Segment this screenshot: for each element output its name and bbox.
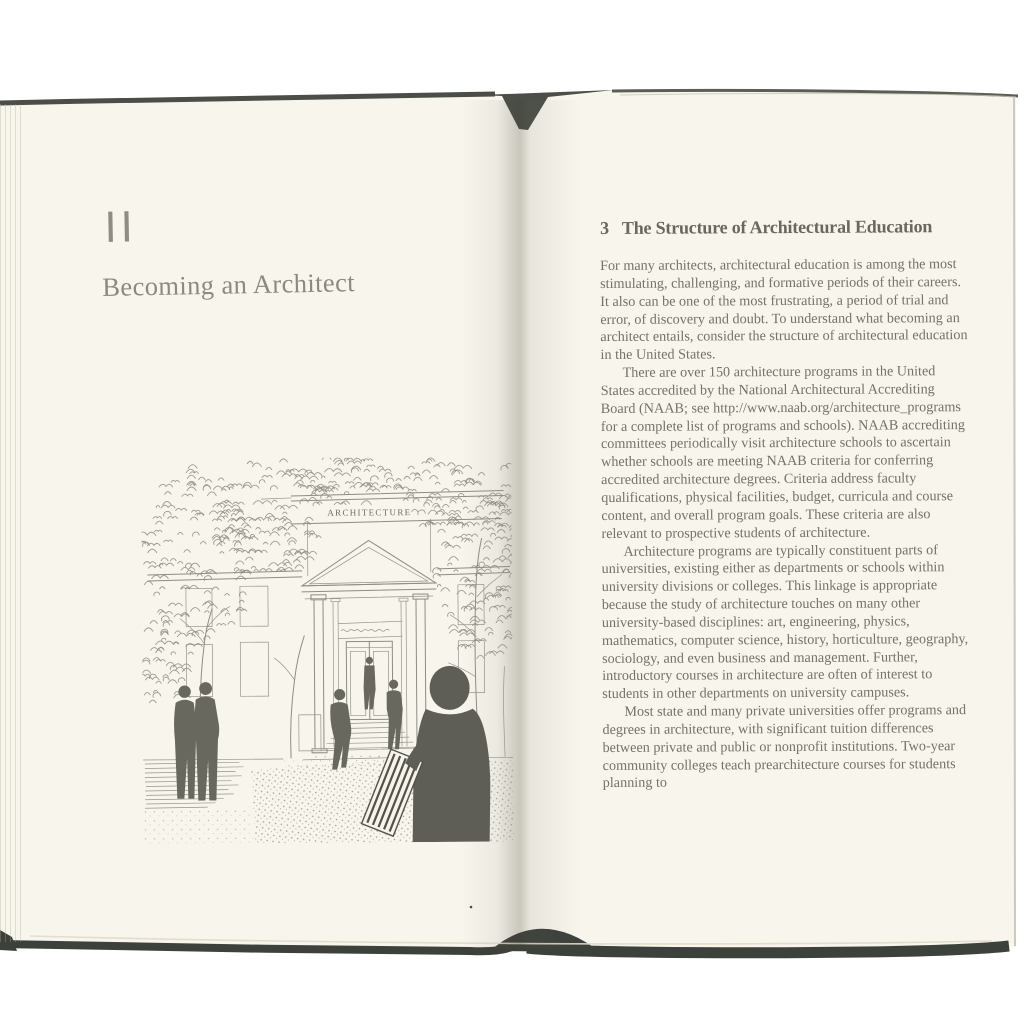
page-speck bbox=[470, 906, 473, 909]
chapter-title: The Structure of Architectural Education bbox=[621, 216, 933, 238]
chapter-number: 3 bbox=[600, 217, 609, 238]
paragraph-3: Architecture programs are typically constituent parts of universities, existing either as departments or schools within university divisions or colleges. This linkage is appropriate because the study of architecture touches on many other university-based disciplines: art, engineering, physics, mathematics, computer science, history, horticulture, geography, sociology, and even business and management. Further, introductory courses in architecture are often of interest to students in other departments on university campuses. bbox=[601, 541, 969, 703]
figure-pair-right-head bbox=[199, 682, 212, 695]
building-sign: ARCHITECTURE bbox=[327, 507, 412, 518]
right-page-edge bbox=[1014, 98, 1015, 946]
foreground-figure-head bbox=[429, 666, 469, 710]
part-number: II bbox=[103, 202, 138, 252]
figure-doorway-head bbox=[366, 657, 373, 664]
foreground-figure-body bbox=[412, 709, 491, 843]
paragraph-2: There are over 150 architecture programs in the United States accredited by the National Architectural Accrediting Board (NAAB; see http://www.naab.org/architecture_programs for a complete list of programs and schools). NAAB accrediting committees periodically visit architecture schools to ascertain whether schools are meeting NAAB criteria for conferring accredited architecture degrees. Criteria address faculty qualifications, physical facilities, budget, curricula and course content, and overall program goals. These criteria are also relevant to prospective students of architecture. bbox=[600, 363, 965, 542]
paragraph-1: For many architects, architectural education is among the most stimulating, challenging, and formative periods of their careers. It also can be one of the most frustrating, a period of trial and error, of discovery and doubt. To understand what becoming an architect entails, consider the structure of architectural education in the United States. bbox=[600, 256, 968, 364]
figure-pair-left-body bbox=[174, 700, 198, 799]
part-title: Becoming an Architect bbox=[102, 267, 356, 302]
chapter-heading bbox=[600, 216, 990, 239]
paragraph-4: Most state and many private universities offer programs and degrees in architecture, with significant tuition differences between private and public or nonprofit institutions. Two-year community colleges teach prearchitecture courses for students planning to bbox=[602, 702, 967, 792]
figure-walker-head bbox=[334, 689, 345, 700]
figure-steps-body bbox=[387, 690, 403, 749]
architecture-building-illustration bbox=[141, 456, 514, 844]
figure-pair-left-head bbox=[178, 685, 190, 697]
figure-steps-head bbox=[389, 680, 398, 689]
figure-pair-right-body bbox=[195, 696, 220, 800]
chapter-body bbox=[600, 256, 971, 793]
